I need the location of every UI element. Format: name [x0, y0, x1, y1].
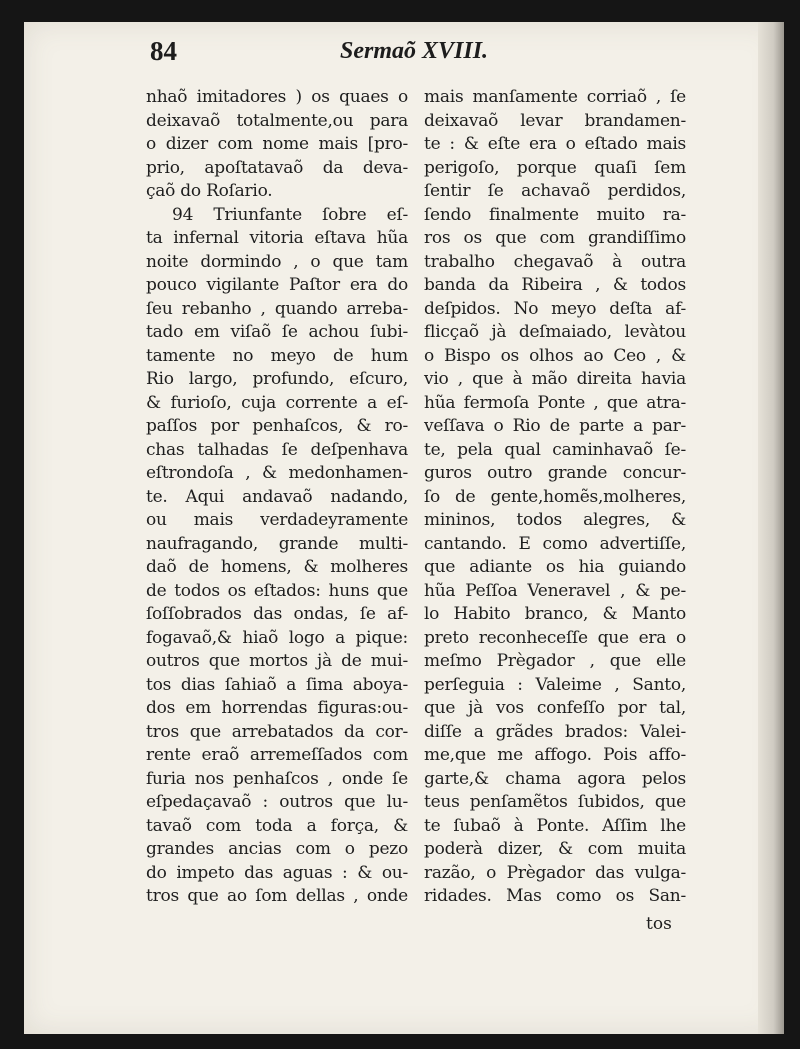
text-line: chas talhadas ſe deſpenhava	[146, 439, 408, 460]
text-line: pouco vigilante Paſtor era do	[146, 275, 408, 295]
text-line: ou mais verdadeyramente	[146, 510, 408, 530]
text-line: ta infernal vitoria eſtava hũa	[146, 228, 408, 248]
text-line: te ſubaõ à Ponte. Aſſim lhe	[424, 815, 686, 836]
text-line: Rio largo, profundo, eſcuro,	[146, 369, 408, 389]
text-line: banda da Ribeira , & todos	[424, 275, 686, 295]
text-line: paſſos por penhaſcos, & ro-	[146, 416, 408, 436]
text-line: me,que me affogo. Pois affo-	[424, 745, 686, 765]
text-line: trabalho chegavaõ à outra	[424, 251, 686, 272]
text-line: hũa fermoſa Ponte , que atra-	[424, 392, 686, 413]
text-line: tado em viſaõ ſe achou ſubi-	[146, 322, 408, 342]
page-number: 84	[150, 36, 177, 66]
text-line: perſeguia : Valeime , Santo,	[424, 674, 686, 695]
text-line: guros outro grande concur-	[424, 463, 686, 483]
text-line: deixavaõ levar brandamen-	[424, 110, 686, 131]
text-line: lo Habito branco, & Manto	[424, 604, 686, 624]
text-line: te, pela qual caminhavaõ ſe-	[424, 439, 686, 460]
text-line: teus penſamẽtos ſubidos, que	[424, 792, 686, 812]
text-line: eſpedaçavaõ : outros que lu-	[146, 792, 408, 812]
text-line: veſſava o Rio de parte a par-	[424, 416, 686, 436]
text-line: flicçaõ jà deſmaiado, levàtou	[424, 322, 686, 342]
text-line: grandes ancias com o pezo	[146, 839, 408, 859]
text-line: daõ de homens, & molheres	[146, 557, 408, 577]
text-line: mininos, todos alegres, &	[424, 510, 686, 530]
text-line: eſtrondoſa , & medonhamen-	[146, 463, 408, 483]
text-line: ridades. Mas como os San-	[424, 886, 686, 906]
text-line: que adiante os hia guiando	[424, 557, 686, 577]
running-title: Sermaõ XVIII.	[340, 38, 489, 64]
text-line: diſſe a grãdes brados: Valei-	[424, 721, 686, 742]
text-line: ſentir ſe achavaõ perdidos,	[424, 181, 686, 201]
text-line: perigoſo, porque quaſi ſem	[424, 157, 686, 178]
text-line: outros que mortos jà de mui-	[146, 651, 408, 671]
text-line: deixavaõ totalmente,ou para	[146, 110, 408, 131]
text-line: çaõ do Roſario.	[146, 181, 273, 201]
text-line: que jà vos confeſſo por tal,	[424, 698, 686, 718]
text-line: de todos os eſtados: huns que	[146, 580, 408, 601]
text-line: furia nos penhaſcos , onde ſe	[146, 768, 408, 789]
text-line: hũa Peſſoa Veneravel , & pe-	[424, 580, 686, 601]
text-line: ſoſſobrados das ondas, ſe af-	[146, 604, 408, 624]
text-line: meſmo Prègador , que elle	[424, 651, 686, 671]
text-line: rente eraõ arremeſſados com	[146, 745, 408, 765]
text-line: poderà dizer, & com muita	[424, 839, 686, 859]
text-line: prio, apoſtatavaõ da deva-	[146, 157, 408, 178]
text-line: ſeu rebanho , quando arreba-	[146, 298, 408, 319]
text-line: deſpidos. No meyo deſta af-	[424, 298, 686, 319]
text-line: te. Aqui andavaõ nadando,	[146, 486, 408, 507]
text-line: tos dias ſahiaõ a ſima aboya-	[146, 674, 408, 695]
text-line: preto reconheceſſe que era o	[424, 627, 686, 648]
right-text-column	[424, 86, 686, 909]
text-line: tamente no meyo de hum	[146, 345, 408, 366]
text-line: nhaõ imitadores ) os quaes o	[146, 87, 408, 107]
text-line: tavaõ com toda a força, &	[146, 815, 408, 836]
text-line: o dizer com nome mais [pro-	[146, 134, 408, 154]
left-text-column	[146, 86, 408, 909]
text-line: do impeto das aguas : & ou-	[146, 862, 408, 883]
text-line: naufragando, grande multi-	[146, 533, 408, 554]
text-line: fogavaõ,& hiaõ logo a pique:	[146, 627, 408, 648]
text-line: 94 Triunfante ſobre eſ-	[172, 204, 408, 225]
text-line: & furioſo, cuja corrente a eſ-	[146, 392, 408, 413]
text-line: dos em horrendas figuras:ou-	[146, 698, 408, 718]
page-edge	[758, 22, 784, 1034]
text-line: mais manſamente corriaõ , ſe	[424, 87, 686, 107]
text-line: ſo de gente,homẽs,molheres,	[424, 486, 686, 507]
text-line: razão, o Prègador das vulga-	[424, 862, 686, 883]
page-header	[150, 36, 510, 70]
text-line: noite dormindo , o que tam	[146, 251, 408, 272]
text-line: tros que ao ſom dellas , onde	[146, 886, 408, 906]
catchword: tos	[646, 914, 672, 934]
text-line: cantando. E como advertiſſe,	[424, 533, 686, 554]
text-line: o Bispo os olhos ao Ceo , &	[424, 345, 686, 366]
text-line: ros os que com grandiſſimo	[424, 228, 686, 248]
text-line: garte,& chama agora pelos	[424, 768, 686, 789]
text-line: ſendo finalmente muito ra-	[424, 204, 686, 225]
text-line: te : & eſte era o eſtado mais	[424, 134, 686, 154]
text-line: tros que arrebatados da cor-	[146, 721, 408, 742]
text-line: vio , que à mão direita havia	[424, 369, 686, 389]
